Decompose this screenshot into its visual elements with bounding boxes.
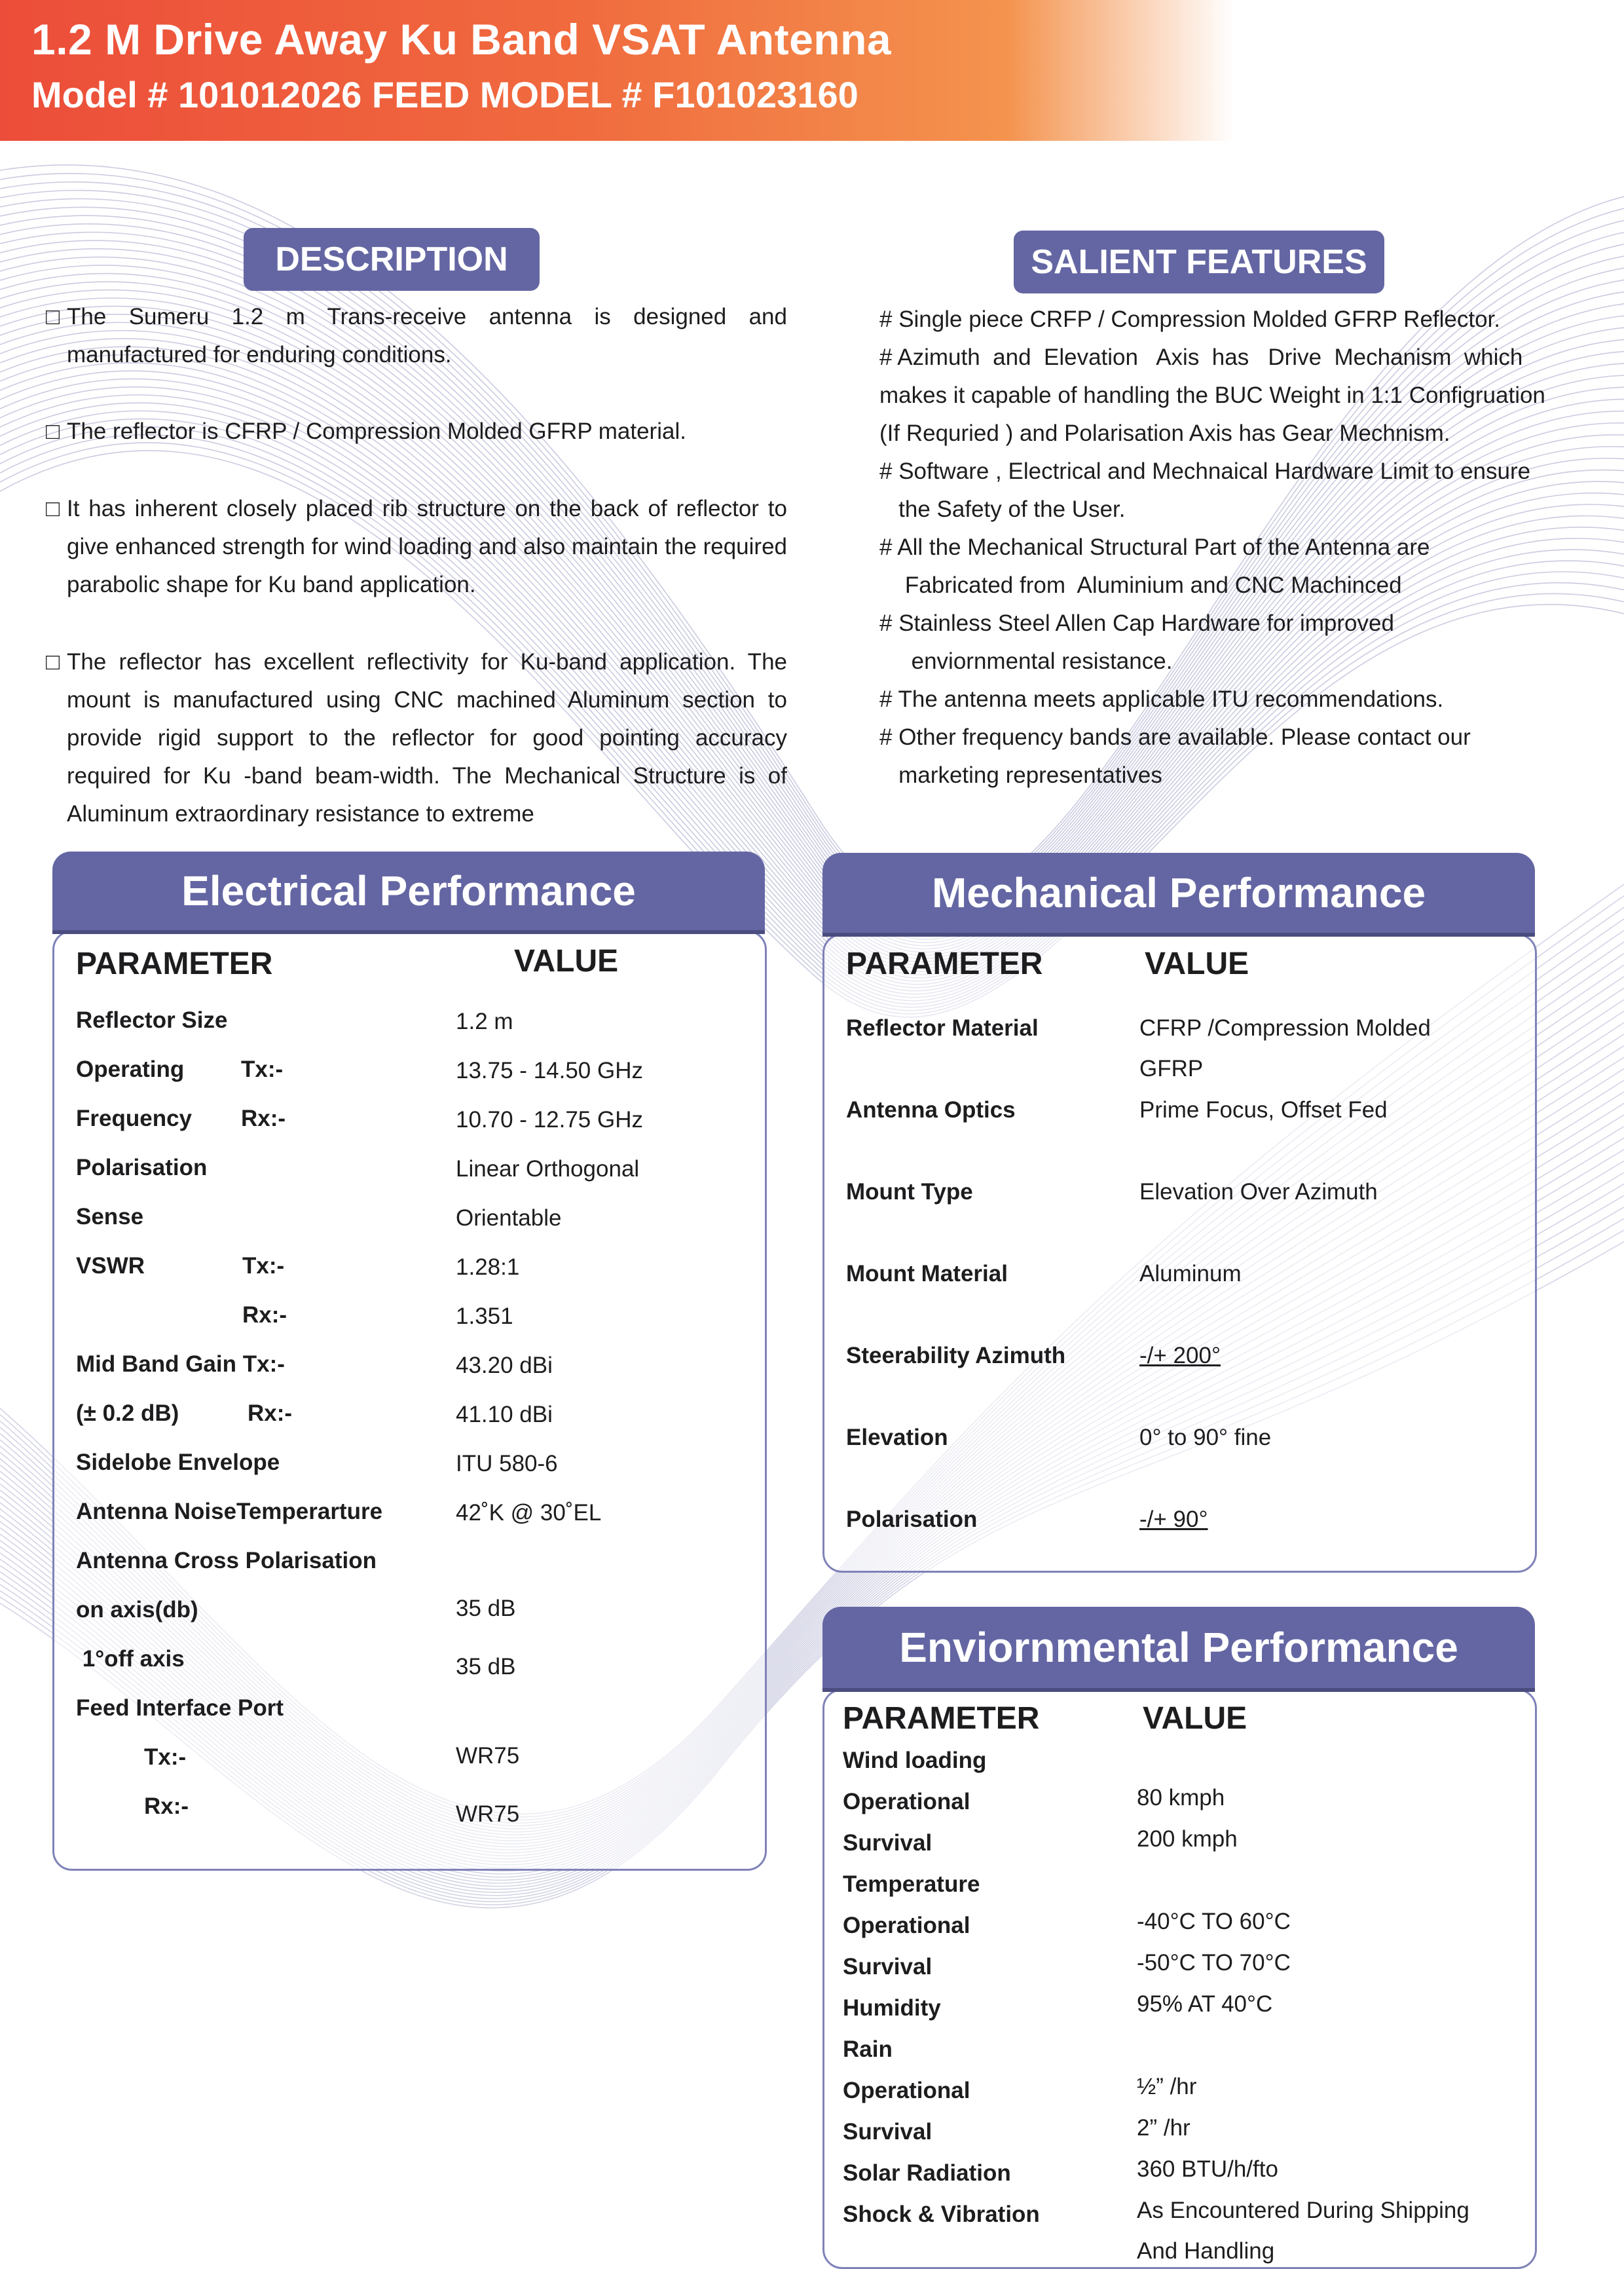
- electrical-sub: Rx:-: [241, 1106, 286, 1131]
- environmental-value-header: VALUE: [1143, 1701, 1247, 1736]
- description-paragraph-3: [46, 490, 787, 604]
- electrical-param: Tx:-: [144, 1744, 187, 1770]
- feature-line: # All the Mechanical Structural Part of the Antenna are: [879, 534, 1430, 560]
- feature-line: the Safety of the User.: [879, 497, 1126, 522]
- environmental-param: Temperature: [843, 1871, 980, 1897]
- salient-features-list: [879, 301, 1593, 795]
- electrical-sub: Tx:-: [242, 1253, 285, 1279]
- description-text-4: The reflector has excellent reflectivity for Ku-band application. The mount is manufactured using CNC machined Aluminum section to provide rigid support to the reflector for good pointing accuracy required for Ku -band beam-width. The Mechanical Structure is of Aluminum extraordinary resistance to extreme: [67, 649, 787, 827]
- electrical-value: Linear Orthogonal: [456, 1156, 640, 1182]
- description-paragraph-1: [46, 298, 787, 374]
- model-number: Model # 101012026 FEED MODEL # F101023160: [31, 74, 858, 115]
- mechanical-value: Prime Focus, Offset Fed: [1139, 1097, 1388, 1123]
- electrical-value: ITU 580-6: [456, 1451, 558, 1476]
- mechanical-value: -/+ 90°: [1139, 1507, 1208, 1532]
- electrical-value: 43.20 dBi: [456, 1353, 553, 1378]
- environmental-value: ½” /hr: [1137, 2074, 1197, 2099]
- bullet-box: □: [46, 496, 60, 521]
- feature-line: # The antenna meets applicable ITU recommendations.: [879, 686, 1444, 712]
- feature-line: # Other frequency bands are available. Please contact our: [879, 724, 1471, 750]
- electrical-param: Polarisation: [76, 1155, 208, 1180]
- feature-line: (If Requried ) and Polarisation Axis has Gear Mechnism.: [879, 421, 1450, 446]
- document-title: 1.2 M Drive Away Ku Band VSAT Antenna: [31, 15, 892, 64]
- salient-features-heading: SALIENT FEATURES: [1014, 231, 1384, 293]
- electrical-param: Mid Band Gain Tx:-: [76, 1351, 285, 1377]
- electrical-performance-title: Electrical Performance: [52, 852, 765, 930]
- electrical-param: Operating: [76, 1057, 185, 1082]
- feature-line: # Azimuth and Elevation Axis has Drive Mechanism which: [879, 345, 1523, 370]
- electrical-param: Sense: [76, 1204, 144, 1229]
- electrical-value: WR75: [456, 1743, 520, 1769]
- environmental-param: Survival: [843, 1954, 932, 1979]
- mechanical-param: Elevation: [846, 1425, 948, 1450]
- mechanical-param: Antenna Optics: [846, 1097, 1016, 1123]
- header-banner: [0, 0, 1624, 141]
- electrical-value-header: VALUE: [514, 944, 619, 979]
- environmental-param: Rain: [843, 2036, 893, 2062]
- electrical-value: WR75: [456, 1801, 520, 1827]
- mechanical-value: Aluminum: [1139, 1261, 1242, 1286]
- electrical-param: on axis(db): [76, 1597, 198, 1622]
- mechanical-performance-title: Mechanical Performance: [822, 853, 1535, 933]
- environmental-param: Solar Radiation: [843, 2160, 1011, 2186]
- electrical-parameter-header: PARAMETER: [76, 947, 273, 981]
- electrical-param: Antenna Cross Polarisation: [76, 1548, 377, 1573]
- feature-line: enviornmental resistance.: [879, 648, 1173, 674]
- electrical-value: 13.75 - 14.50 GHz: [456, 1058, 643, 1083]
- environmental-param: Operational: [843, 2078, 970, 2103]
- mechanical-param: Mount Material: [846, 1261, 1008, 1286]
- description-paragraph-2: [46, 413, 787, 451]
- environmental-performance-title: Enviornmental Performance: [822, 1607, 1535, 1688]
- environmental-param: Humidity: [843, 1995, 941, 2021]
- environmental-param: Shock & Vibration: [843, 2202, 1040, 2227]
- electrical-sub: Tx:-: [241, 1057, 284, 1082]
- mechanical-value: CFRP /Compression Molded: [1139, 1015, 1431, 1041]
- mechanical-value-header: VALUE: [1145, 947, 1249, 981]
- environmental-value: 95% AT 40°C: [1137, 1991, 1273, 2017]
- environmental-parameter-header: PARAMETER: [843, 1701, 1040, 1736]
- environmental-param: Wind loading: [843, 1748, 987, 1773]
- electrical-param: VSWR: [76, 1253, 145, 1279]
- feature-line: # Single piece CRFP / Compression Molded GFRP Reflector.: [879, 307, 1501, 332]
- electrical-value: 10.70 - 12.75 GHz: [456, 1107, 643, 1133]
- mechanical-param: Polarisation: [846, 1507, 978, 1532]
- electrical-param: (± 0.2 dB): [76, 1400, 179, 1426]
- electrical-sub: Rx:-: [242, 1302, 287, 1328]
- electrical-value: 35 dB: [456, 1596, 516, 1621]
- description-text-3: It has inherent closely placed rib structure on the back of reflector to give enhanced strength for wind loading and also maintain the required parabolic shape for Ku band application.: [67, 496, 787, 597]
- electrical-value: Orientable: [456, 1205, 562, 1231]
- mechanical-param: Mount Type: [846, 1179, 973, 1205]
- electrical-param: Frequency: [76, 1106, 192, 1131]
- mechanical-value: 0° to 90° fine: [1139, 1425, 1272, 1450]
- electrical-param: 1°off axis: [76, 1646, 185, 1672]
- feature-line: # Software , Electrical and Mechnaical Hardware Limit to ensure: [879, 459, 1531, 484]
- electrical-param: Rx:-: [144, 1793, 189, 1819]
- feature-line: makes it capable of handling the BUC Weight in 1:1 Configruation: [879, 383, 1545, 408]
- electrical-sub: Rx:-: [248, 1400, 293, 1426]
- mechanical-value: Elevation Over Azimuth: [1139, 1179, 1378, 1205]
- electrical-value: 35 dB: [456, 1654, 516, 1679]
- electrical-param: Antenna NoiseTemperarture: [76, 1499, 383, 1524]
- bullet-box: □: [46, 419, 60, 444]
- environmental-value: As Encountered During Shipping: [1137, 2198, 1469, 2223]
- mechanical-param: Steerability Azimuth: [846, 1343, 1066, 1368]
- feature-line: marketing representatives: [879, 762, 1162, 788]
- environmental-value: -50°C TO 70°C: [1137, 1950, 1291, 1976]
- electrical-param: Reflector Size: [76, 1007, 228, 1033]
- mechanical-value-continued: GFRP: [1139, 1056, 1204, 1081]
- feature-line: Fabricated from Aluminium and CNC Machinced: [879, 572, 1402, 598]
- environmental-value-continued: And Handling: [1137, 2238, 1275, 2264]
- environmental-value: 200 kmph: [1137, 1826, 1238, 1852]
- electrical-value: 41.10 dBi: [456, 1402, 553, 1427]
- electrical-value: 42˚K @ 30˚EL: [456, 1500, 602, 1526]
- feature-line: # Stainless Steel Allen Cap Hardware for improved: [879, 610, 1394, 636]
- description-heading: DESCRIPTION: [244, 228, 540, 291]
- description-paragraph-4: [46, 643, 787, 833]
- bullet-box: □: [46, 649, 60, 675]
- environmental-param: Operational: [843, 1913, 970, 1938]
- environmental-value: 2” /hr: [1137, 2115, 1190, 2141]
- environmental-value: 360 BTU/h/fto: [1137, 2156, 1278, 2182]
- environmental-param: Survival: [843, 1830, 932, 1856]
- electrical-value: 1.351: [456, 1303, 513, 1329]
- electrical-param: Feed Interface Port: [76, 1695, 284, 1721]
- electrical-value: 1.2 m: [456, 1009, 513, 1034]
- electrical-param: Sidelobe Envelope: [76, 1450, 280, 1475]
- description-text-2: The reflector is CFRP / Compression Molded GFRP material.: [67, 419, 686, 444]
- environmental-value: 80 kmph: [1137, 1785, 1225, 1810]
- mechanical-value: -/+ 200°: [1139, 1343, 1221, 1368]
- mechanical-param: Reflector Material: [846, 1015, 1039, 1041]
- environmental-param: Survival: [843, 2119, 932, 2145]
- mechanical-parameter-header: PARAMETER: [846, 947, 1043, 981]
- electrical-value: 1.28:1: [456, 1254, 520, 1280]
- environmental-param: Operational: [843, 1789, 970, 1814]
- description-text-1: The Sumeru 1.2 m Trans-receive antenna is designed and manufactured for enduring conditions.: [67, 304, 787, 367]
- environmental-value: -40°C TO 60°C: [1137, 1909, 1291, 1934]
- bullet-box: □: [46, 304, 60, 329]
